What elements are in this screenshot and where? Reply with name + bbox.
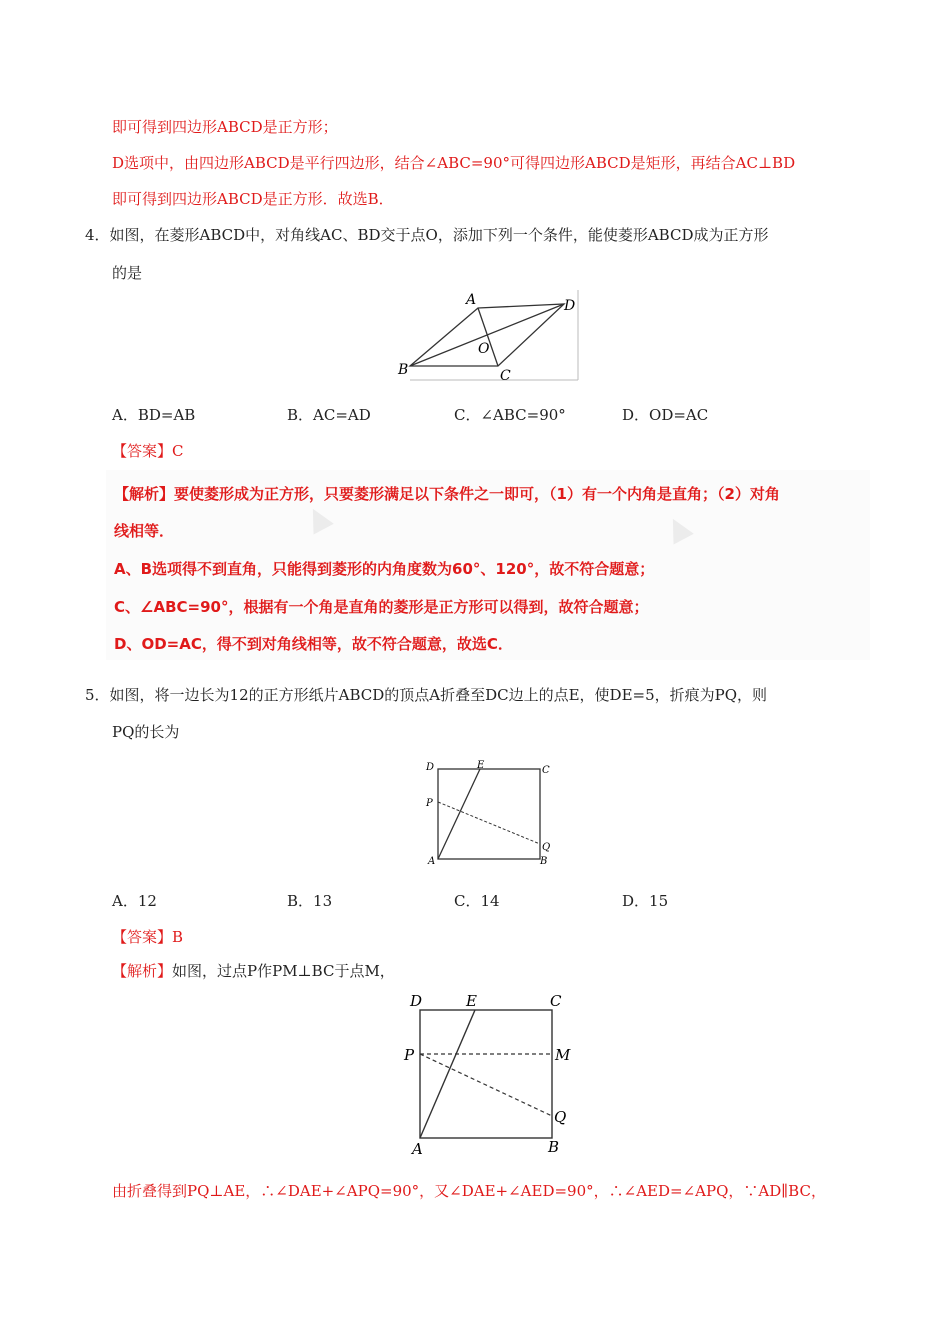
- label-Q: Q: [542, 842, 551, 853]
- label-B: B: [548, 1138, 560, 1156]
- label-D: D: [426, 762, 435, 773]
- q5-stem-line-2: PQ的长为: [112, 723, 180, 741]
- q4-answer: 【答案】C: [112, 442, 184, 460]
- q4-option-b: B．AC=AD: [287, 406, 371, 424]
- label-A: A: [466, 292, 477, 308]
- q5-answer: 【答案】B: [112, 928, 184, 946]
- watermark: ▲: [659, 506, 696, 549]
- q4-analysis-line-3: A、B选项得不到直角，只能得到菱形的内角度数为60°、120°，故不符合题意；: [114, 560, 655, 578]
- label-C: C: [500, 368, 511, 382]
- q4-analysis-line-2: 线相等．: [114, 522, 175, 540]
- label-C: C: [542, 765, 550, 776]
- label-D: D: [564, 298, 576, 314]
- q5-option-c: C．14: [454, 892, 500, 910]
- top-line-3: 即可得到四边形ABCD是正方形．故选B．: [112, 190, 394, 208]
- label-D: D: [410, 992, 423, 1010]
- label-A: A: [412, 1140, 423, 1156]
- label-O: O: [478, 341, 490, 357]
- label-P: P: [426, 798, 433, 809]
- q4-stem-line-2: 的是: [112, 264, 143, 282]
- q4-analysis-line-5: D、OD=AC，得不到对角线相等，故不符合题意，故选C．: [114, 635, 513, 653]
- rhombus-figure: [396, 290, 582, 382]
- analysis-text: 如图，过点P作PM⊥BC于点M，: [172, 962, 395, 980]
- label-B: B: [540, 856, 548, 866]
- q5-bottom-line: 由折叠得到PQ⊥AE，∴∠DAE+∠APQ=90°，又∠DAE+∠AED=90°，∴∠AED=∠APQ，∵AD∥BC，: [112, 1182, 826, 1200]
- label-B: B: [398, 362, 409, 378]
- q4-option-d: D．OD=AC: [622, 406, 709, 424]
- top-line-2: D选项中，由四边形ABCD是平行四边形，结合∠ABC=90°可得四边形ABCD是矩形，再结合AC⊥BD: [112, 154, 796, 172]
- label-C: C: [550, 992, 562, 1010]
- label-M: M: [555, 1046, 571, 1064]
- label-E: E: [477, 760, 485, 771]
- watermark: ▲: [299, 496, 336, 539]
- q5-option-a: A．12: [112, 892, 157, 910]
- label-Q: Q: [554, 1108, 567, 1126]
- label-P: P: [404, 1046, 415, 1064]
- q5-analysis-line: [112, 960, 395, 982]
- square-figure-large: [398, 990, 578, 1156]
- q4-analysis-line-1: 【解析】要使菱形成为正方形，只要菱形满足以下条件之一即可，（1）有一个内角是直角；（2）对角: [114, 485, 780, 503]
- q5-option-d: D．15: [622, 892, 669, 910]
- q5-option-b: B．13: [287, 892, 333, 910]
- q4-option-a: A．BD=AB: [112, 406, 196, 424]
- square-figure-small: [422, 758, 556, 866]
- q4-analysis-line-4: C、∠ABC=90°，根据有一个角是直角的菱形是正方形可以得到，故符合题意；: [114, 598, 649, 616]
- analysis-heading: 【解析】: [112, 962, 173, 980]
- label-A: A: [428, 856, 436, 866]
- top-line-1: 即可得到四边形ABCD是正方形；: [112, 118, 338, 136]
- label-E: E: [466, 992, 477, 1010]
- q4-stem-line-1: 4．如图，在菱形ABCD中，对角线AC、BD交于点O，添加下列一个条件，能使菱形ABCD成为正方形: [85, 226, 769, 244]
- q4-option-c: C．∠ABC=90°: [454, 406, 566, 424]
- q5-stem-line-1: 5．如图，将一边长为12的正方形纸片ABCD的顶点A折叠至DC边上的点E，使DE=5，折痕为PQ，则: [85, 686, 768, 704]
